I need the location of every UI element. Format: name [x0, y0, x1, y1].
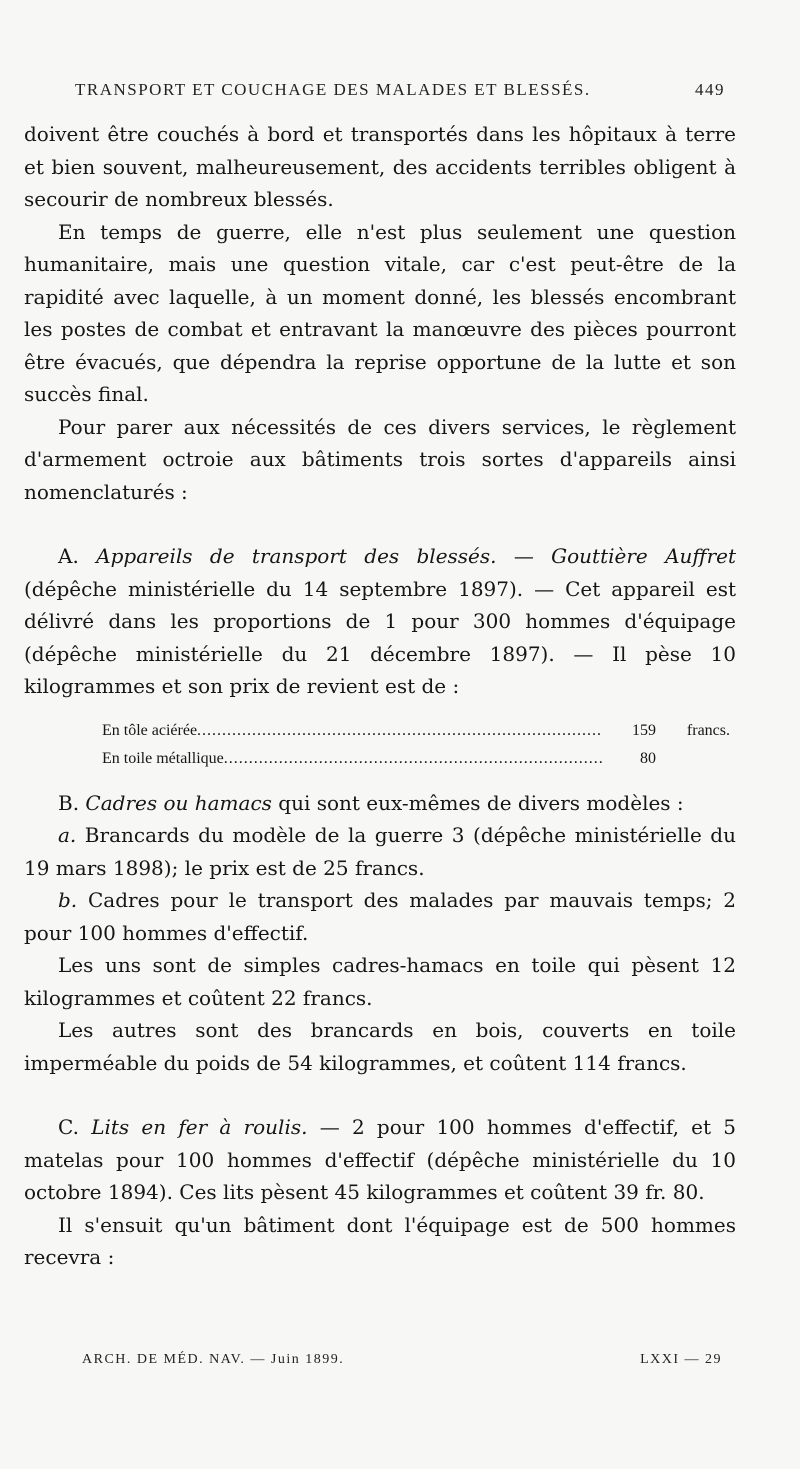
price-table: [102, 717, 730, 773]
section-b-title: Cadres ou hamacs: [85, 790, 272, 815]
section-a-text: (dépêche ministérielle du 14 septembre 1897). — Cet appareil est délivré dans les proportions de 1 pour 300 hommes d'équipage (dépêche ministérielle du 21 décembre 1897). — Il pèse 10 kilogrammes et son prix de revient est de :: [24, 576, 736, 698]
paragraph-1: doivent être couchés à bord et transportés dans les hôpitaux à terre et bien souvent, malheureusement, des accidents terribles obligent à secourir de nombreux blessés.: [24, 122, 736, 211]
price-value: 80: [640, 749, 656, 767]
section-c-letter: C.: [58, 1115, 79, 1139]
running-header: [75, 80, 725, 100]
paragraph-autres: Les autres sont des brancards en bois, couverts en toile imperméable du poids de 54 kilogrammes, et coûtent 114 francs.: [24, 1018, 736, 1075]
paragraph-uns: Les uns sont de simples cadres-hamacs en toile qui pèsent 12 kilogrammes et coûtent 22 francs.: [24, 953, 736, 1010]
section-b-text: qui sont eux-mêmes de divers modèles :: [271, 790, 684, 815]
paragraph-2: En temps de guerre, elle n'est plus seulement une question humanitaire, mais une question vitale, car c'est peut-être de la rapidité avec laquelle, à un moment donné, les blessés encombrant les postes de combat et entravant la manœuvre des pièces pourront être évacués, que dépendra la reprise opportune de la lutte et son succès final.: [24, 219, 736, 406]
leader-dots: [197, 717, 602, 745]
section-c: [24, 1111, 736, 1209]
price-row: [102, 717, 730, 745]
footer-journal: ARCH. DE MÉD. NAV. — Juin 1899.: [82, 1352, 345, 1367]
section-b: [24, 787, 736, 820]
section-a-separator: —: [496, 544, 552, 568]
section-a-title: Appareils de transport des blessés.: [96, 544, 497, 568]
price-row: [102, 745, 730, 773]
leader-dots: [224, 745, 602, 773]
paragraph-last: Il s'ensuit qu'un bâtiment dont l'équipage est de 500 hommes recevra :: [24, 1212, 736, 1269]
section-a-subtitle: Gouttière Auffret: [551, 544, 737, 568]
section-a-letter: A.: [58, 544, 79, 568]
item-b-b-text: Cadres pour le transport des malades par mauvais temps; 2 pour 100 hommes d'effectif.: [24, 888, 736, 945]
item-b-a-letter: a.: [58, 823, 77, 847]
footer: [82, 1352, 722, 1368]
price-value: 159: [632, 721, 656, 739]
section-b-letter: B.: [58, 790, 80, 815]
item-b-a-text: Brancards du modèle de la guerre 3 (dépêche ministérielle du 19 mars 1898); le prix est de 25 francs.: [24, 823, 736, 880]
paragraph-3: Pour parer aux nécessités de ces divers services, le règlement d'armement octroie aux bâtiments trois sortes d'appareils ainsi nomenclaturés :: [24, 414, 736, 504]
item-b-b-letter: b.: [58, 888, 78, 912]
page-number: 449: [695, 80, 725, 99]
item-b-a: [24, 819, 736, 884]
item-b-b: [24, 884, 736, 949]
header-title: TRANSPORT ET COUCHAGE DES MALADES ET BLESSÉS.: [75, 80, 591, 99]
footer-signature: LXXI — 29: [640, 1352, 722, 1367]
body-text: [24, 118, 736, 1274]
section-a: [24, 540, 736, 703]
price-unit: [656, 745, 730, 773]
price-unit: francs.: [686, 721, 730, 739]
section-c-title: Lits en fer à roulis.: [91, 1115, 308, 1139]
price-label: En tôle aciérée: [102, 721, 198, 739]
section-c-text: — 2 pour 100 hommes d'effectif, et 5 matelas pour 100 hommes d'effectif (dépêche ministérielle du 10 octobre 1894). Ces lits pèsent 45 kilogrammes et coûtent 39 fr. 80.: [24, 1115, 736, 1204]
price-label: En toile métallique: [102, 749, 224, 767]
